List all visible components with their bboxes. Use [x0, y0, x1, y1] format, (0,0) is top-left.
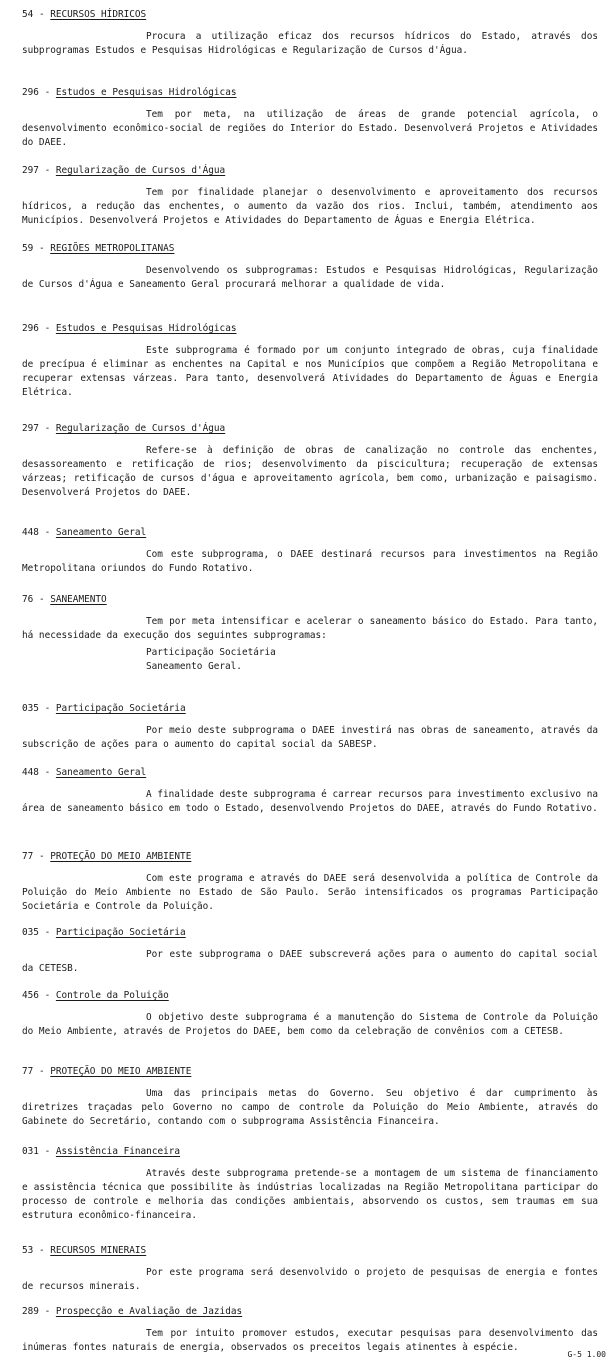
- section-heading: 456 - Controle da Poluição: [22, 990, 169, 1001]
- section-heading: 035 - Participação Societária: [22, 703, 186, 714]
- section-text: Procura a utilização eficaz dos recursos hídricos do Estado, através dos subprogramas Estudos e Pesquisas Hidrológicas e Regularização de Cursos d'Água.: [22, 31, 598, 56]
- section-title: Saneamento Geral: [55, 767, 147, 778]
- section-text: Desenvolvendo os subprogramas: Estudos e Pesquisas Hidrológicas, Regularização de Cursos d'Água e Saneamento Geral procurará melhorar a qualidade de vida.: [22, 265, 598, 290]
- section-heading: 59 - REGIÕES METROPOLITANAS: [22, 243, 175, 254]
- section-title: REGIÕES METROPOLITANAS: [50, 243, 175, 254]
- section-code: 289: [22, 1306, 39, 1317]
- list-item: Saneamento Geral.: [146, 661, 242, 672]
- section-title: SANEAMENTO: [50, 594, 107, 605]
- section-heading: 77 - PROTEÇÃO DO MEIO AMBIENTE: [22, 851, 192, 862]
- section-text: O objetivo deste subprograma é a manutenção do Sistema de Controle da Poluição do Meio Ambiente, através de Projetos do DAEE, bem como da celebração de convênios com a CETESB.: [22, 1012, 598, 1037]
- section-text: Uma das principais metas do Governo. Seu objetivo é dar cumprimento às diretrizes traçadas pelo Governo no campo de controle da Poluição do Meio Ambiente, através do Gabinete do Secretário, contando com o subprograma Assistência Financeira.: [22, 1088, 598, 1127]
- section-code: 035: [22, 927, 39, 938]
- section-code: 296: [22, 87, 39, 98]
- page-number: G-5 1.00: [567, 1350, 606, 1359]
- section-296-interior: [22, 86, 598, 150]
- section-title: Estudos e Pesquisas Hidrológicas: [55, 323, 237, 334]
- section-heading: 77 - PROTEÇÃO DO MEIO AMBIENTE: [22, 1066, 192, 1077]
- section-title: Regularização de Cursos d'Água: [55, 423, 226, 434]
- section-code: 59: [22, 243, 34, 254]
- subprogram-list: [22, 646, 598, 674]
- section-code: 296: [22, 323, 39, 334]
- section-title: Participação Societária: [55, 703, 186, 714]
- section-title: Participação Societária: [55, 927, 186, 938]
- section-heading: 54 - RECURSOS HÍDRICOS: [22, 9, 147, 20]
- section-title: PROTEÇÃO DO MEIO AMBIENTE: [50, 851, 192, 862]
- section-text: Por este subprograma o DAEE subscreverá ações para o aumento do capital social da CETESB.: [22, 949, 598, 974]
- section-035-sabesp: [22, 702, 598, 752]
- section-title: Assistência Financeira: [55, 1146, 181, 1157]
- section-code: 77: [22, 851, 34, 862]
- section-text: Com este programa e através do DAEE será desenvolvida a política de Controle da Poluição do Meio Ambiente no Estado de São Paulo. Serão intensificados os programas Participação Societária e Controle da Poluição.: [22, 873, 598, 912]
- section-text: Tem por meta, na utilização de áreas de grande potencial agrícola, o desenvolvimento econômico-social de regiões do Interior do Estado. Desenvolverá Projetos e Atividades do DAEE.: [22, 109, 598, 148]
- section-title: Estudos e Pesquisas Hidrológicas: [55, 87, 237, 98]
- section-77-daee: [22, 850, 598, 914]
- section-text: Através deste subprograma pretende-se a montagem de um sistema de financiamento e assistência técnica que possibilite às indústrias localizadas na Região Metropolitana participar do processo de controle e melhoria das condições ambientais, absorvendo os custos, sem traumas em sua estrutura econômico-financeira.: [22, 1168, 598, 1221]
- section-76: [22, 593, 598, 674]
- section-text: Por este programa será desenvolvido o projeto de pesquisas de energia e fontes de recursos minerais.: [22, 1267, 598, 1292]
- section-code: 54: [22, 9, 34, 20]
- section-heading: 296 - Estudos e Pesquisas Hidrológicas: [22, 323, 237, 334]
- section-heading: 035 - Participação Societária: [22, 927, 186, 938]
- section-code: 035: [22, 703, 39, 714]
- section-heading: 031 - Assistência Financeira: [22, 1146, 181, 1157]
- section-code: 77: [22, 1066, 34, 1077]
- section-code: 456: [22, 990, 39, 1001]
- section-296-metropolitana: [22, 322, 598, 400]
- section-text: Tem por finalidade planejar o desenvolvimento e aproveitamento dos recursos hídricos, a redução das enchentes, o aumento da vazão dos rios. Inclui, também, atendimento aos Municípios. Desenvolverá Projetos e Atividades do Departamento de Águas e Energia Elétrica.: [22, 187, 598, 226]
- section-text: Com este subprograma, o DAEE destinará recursos para investimentos na Região Metropolitana oriundos do Fundo Rotativo.: [22, 549, 598, 574]
- section-heading: 297 - Regularização de Cursos d'Água: [22, 165, 226, 176]
- section-59: [22, 242, 598, 292]
- section-448-metropolitana: [22, 526, 598, 576]
- section-heading: 448 - Saneamento Geral: [22, 527, 147, 538]
- section-code: 448: [22, 767, 39, 778]
- section-77-gabinete: [22, 1065, 598, 1129]
- section-heading: 448 - Saneamento Geral: [22, 767, 147, 778]
- section-53: [22, 1244, 598, 1294]
- section-289: [22, 1305, 598, 1355]
- section-035-cetesb: [22, 926, 598, 976]
- section-448-estado: [22, 766, 598, 816]
- section-title: Prospecção e Avaliação de Jazidas: [55, 1306, 243, 1317]
- section-heading: 289 - Prospecção e Avaliação de Jazidas: [22, 1306, 243, 1317]
- section-297-metropolitana: [22, 422, 598, 500]
- section-heading: 296 - Estudos e Pesquisas Hidrológicas: [22, 87, 237, 98]
- section-text: Tem por meta intensificar e acelerar o saneamento básico do Estado. Para tanto, há necessidade da execução dos seguintes subprogramas:: [22, 616, 598, 641]
- section-54: [22, 8, 598, 58]
- section-title: RECURSOS HÍDRICOS: [50, 9, 147, 20]
- section-title: PROTEÇÃO DO MEIO AMBIENTE: [50, 1066, 192, 1077]
- section-title: Regularização de Cursos d'Água: [55, 165, 226, 176]
- section-text: A finalidade deste subprograma é carrear recursos para investimento exclusivo na área de saneamento básico em todo o Estado, desenvolvendo Projetos do DAEE, através do Fundo Rotativo.: [22, 789, 598, 814]
- section-text: Por meio deste subprograma o DAEE investirá nas obras de saneamento, através da subscrição de ações para o aumento do capital social da SABESP.: [22, 725, 598, 750]
- section-title: RECURSOS MINERAIS: [50, 1245, 147, 1256]
- section-title: Controle da Poluição: [55, 990, 169, 1001]
- section-code: 031: [22, 1146, 39, 1157]
- section-text: Tem por intuito promover estudos, executar pesquisas para desenvolvimento das inúmeras fontes naturais de energia, observados os preceitos legais atinentes à espécie.: [22, 1328, 598, 1353]
- section-text: Este subprograma é formado por um conjunto integrado de obras, cuja finalidade de precípua é eliminar as enchentes na Capital e nos Municípios que compõem a Região Metropolitana e recuperar extensas várzeas. Para tanto, desenvolverá Atividades do Departamento de Águas e Energia Elétrica.: [22, 345, 598, 398]
- section-031: [22, 1145, 598, 1223]
- section-text: Refere-se à definição de obras de canalização no controle das enchentes, desassoreamento e retificação de rios; desenvolvimento da piscicultura; recuperação de extensas várzeas; retificação de cursos d'água e aproveitamento agrícola, bem como, urbanização e paisagismo. Desenvolverá Projetos do DAEE.: [22, 445, 598, 498]
- section-297-interior: [22, 164, 598, 228]
- section-heading: 76 - SANEAMENTO: [22, 594, 107, 605]
- section-heading: 297 - Regularização de Cursos d'Água: [22, 423, 226, 434]
- section-title: Saneamento Geral: [55, 527, 147, 538]
- section-heading: 53 - RECURSOS MINERAIS: [22, 1245, 147, 1256]
- section-code: 448: [22, 527, 39, 538]
- section-code: 53: [22, 1245, 34, 1256]
- list-item: Participação Societária: [146, 647, 276, 658]
- section-456: [22, 989, 598, 1039]
- section-code: 297: [22, 165, 39, 176]
- section-code: 297: [22, 423, 39, 434]
- section-code: 76: [22, 594, 34, 605]
